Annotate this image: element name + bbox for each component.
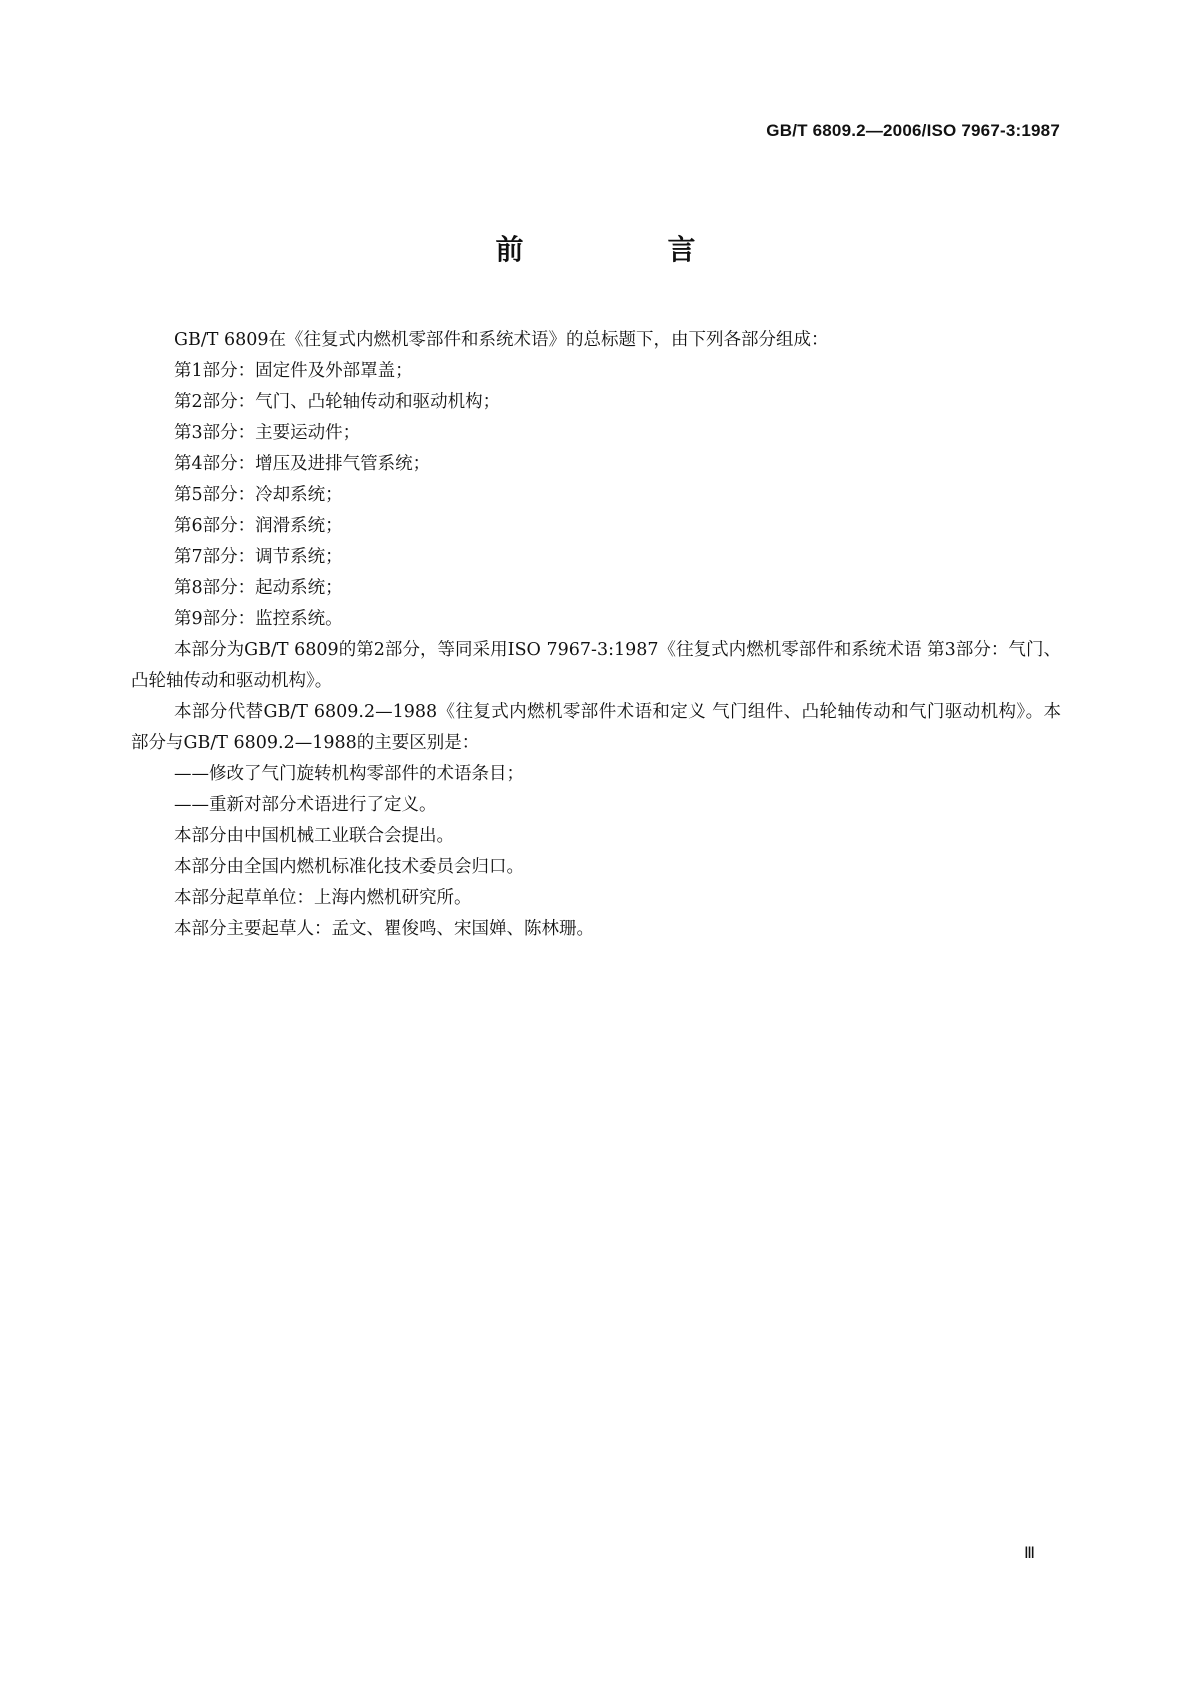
page-title: 前 言 [495,233,754,266]
list-item-part-7: 第7部分：调节系统； [174,547,343,567]
standard-code-header: GB/T 6809.2—2006/ISO 7967-3:1987 [766,121,1060,140]
list-item-part-4: 第4部分：增压及进排气管系统； [174,454,431,474]
change-item-1: ——修改了气门旋转机构零部件的术语条目； [174,764,524,784]
list-item-part-1: 第1部分：固定件及外部罩盖； [174,361,413,381]
change-item-2: ——重新对部分术语进行了定义。 [174,795,437,815]
paragraph-administrator: 本部分由全国内燃机标准化技术委员会归口。 [174,857,524,877]
list-item-part-3: 第3部分：主要运动件； [174,423,361,443]
page-number: Ⅲ [1023,1543,1035,1562]
paragraph-intro: GB/T 6809在《往复式内燃机零部件和系统术语》的总标题下，由下列各部分组成： [174,330,829,350]
list-item-part-5: 第5部分：冷却系统； [174,485,343,505]
list-item-part-6: 第6部分：润滑系统； [174,516,343,536]
paragraph-drafters: 本部分主要起草人：孟文、瞿俊鸣、宋国婵、陈林珊。 [174,919,594,939]
list-item-part-2: 第2部分：气门、凸轮轴传动和驱动机构； [174,392,501,412]
list-item-part-9: 第9部分：监控系统。 [174,609,343,629]
foreword-body [131,325,1061,945]
paragraph-drafting-unit: 本部分起草单位：上海内燃机研究所。 [174,888,472,908]
paragraph-proposer: 本部分由中国机械工业联合会提出。 [174,826,454,846]
list-item-part-8: 第8部分：起动系统； [174,578,343,598]
paragraph-adoption: 本部分为GB/T 6809的第2部分，等同采用ISO 7967-3:1987《往复式内燃机零部件和系统术语 第3部分：气门、凸轮轴传动和驱动机构》。 [131,640,1061,691]
paragraph-replacement: 本部分代替GB/T 6809.2—1988《往复式内燃机零部件术语和定义 气门组件、凸轮轴传动和气门驱动机构》。本部分与GB/T 6809.2—1988的主要区别是： [131,702,1061,753]
